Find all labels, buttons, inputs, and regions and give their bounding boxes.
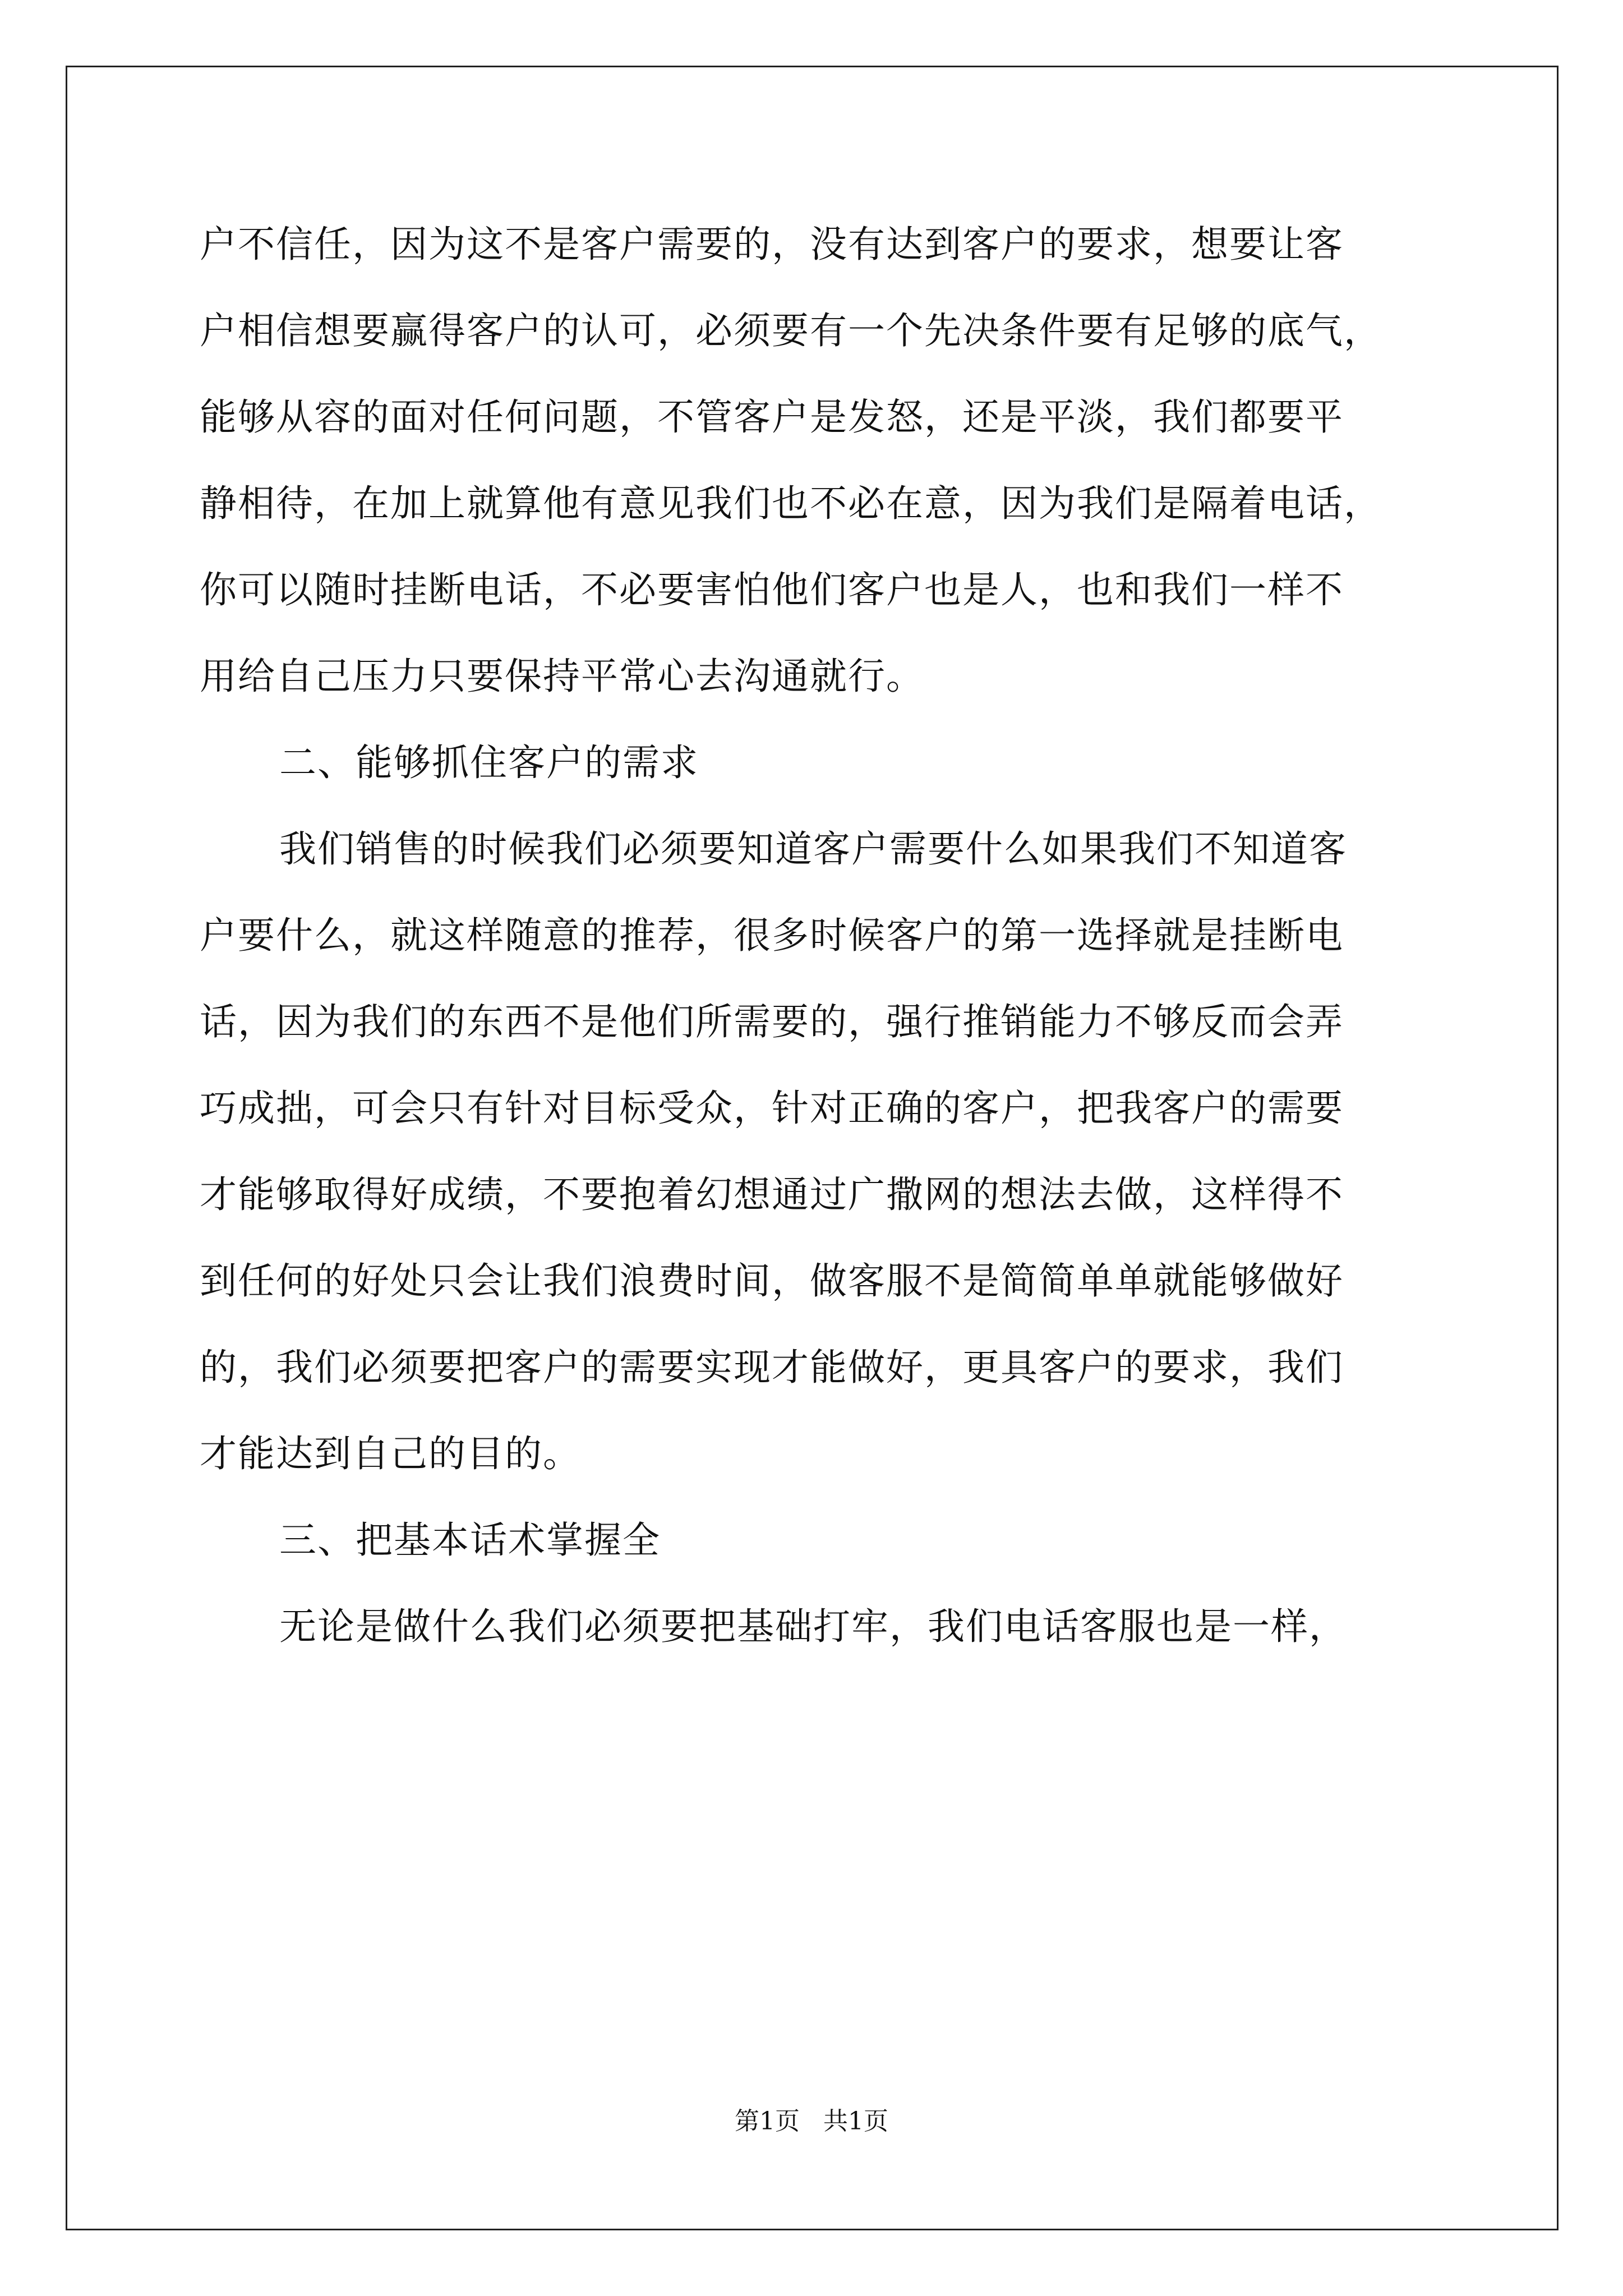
text-line: 我们销售的时候我们必须要知道客户需要什么如果我们不知道客: [279, 827, 1347, 871]
text-line: 才能达到自己的目的。: [200, 1432, 581, 1475]
text-line: 能够从容的面对任何问题，不管客户是发怒，还是平淡，我们都要平: [200, 395, 1344, 439]
section-heading: 二、能够抓住客户的需求: [279, 741, 699, 784]
page-footer: 第1页 共1页: [735, 2107, 888, 2136]
text-line: 户相信想要赢得客户的认可，必须要有一个先决条件要有足够的底气，: [200, 309, 1382, 352]
text-line: 到任何的好处只会让我们浪费时间，做客服不是简简单单就能够做好: [200, 1259, 1344, 1303]
text-line: 巧成拙，可会只有针对目标受众，针对正确的客户，把我客户的需要: [200, 1087, 1344, 1130]
text-line: 户不信任，因为这不是客户需要的，没有达到客户的要求，想要让客: [200, 223, 1344, 266]
document-body: [200, 218, 1430, 1686]
text-line: 无论是做什么我们必须要把基础打牢，我们电话客服也是一样，: [279, 1605, 1347, 1648]
text-line: 的，我们必须要把客户的需要实现才能做好，更具客户的要求，我们: [200, 1346, 1344, 1389]
text-line: 你可以随时挂断电话，不必要害怕他们客户也是人，也和我们一样不: [200, 568, 1344, 611]
text-line: 话，因为我们的东西不是他们所需要的，强行推销能力不够反而会弄: [200, 1000, 1344, 1043]
text-line: 才能够取得好成绩，不要抱着幻想通过广撒网的想法去做，这样得不: [200, 1173, 1344, 1216]
text-line: 静相待，在加上就算他有意见我们也不必在意，因为我们是隔着电话，: [200, 482, 1382, 525]
text-line: 用给自己压力只要保持平常心去沟通就行。: [200, 655, 924, 698]
text-line: 户要什么，就这样随意的推荐，很多时候客户的第一选择就是挂断电: [200, 914, 1344, 957]
section-heading: 三、把基本话术掌握全: [279, 1519, 661, 1562]
